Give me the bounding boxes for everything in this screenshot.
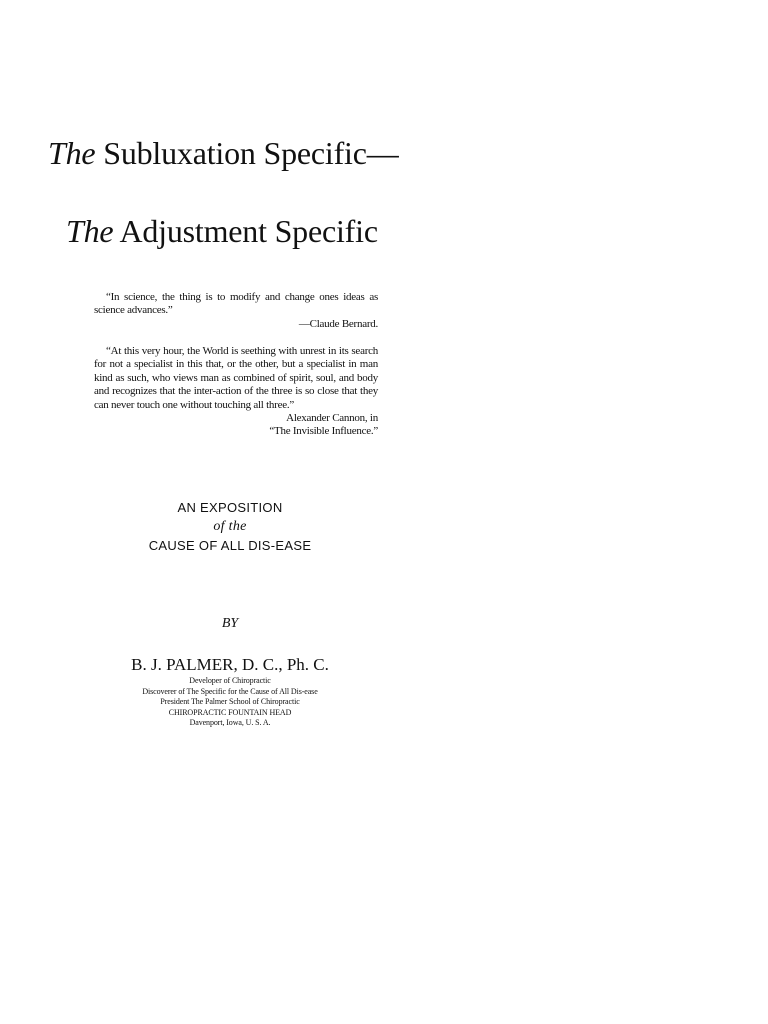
epigraph-quote-1-attribution: —Claude Bernard. xyxy=(298,317,378,330)
credential-line-3: President The Palmer School of Chiropractic xyxy=(160,697,300,707)
credential-line-5: Davenport, Iowa, U. S. A. xyxy=(189,718,271,728)
title-line-2-text: Adjustment Specific xyxy=(119,213,378,249)
epigraph-quote-2-attribution-1: Alexander Cannon, in xyxy=(286,412,378,425)
exposition-line-3: CAUSE OF ALL DIS-EASE xyxy=(148,538,312,553)
exposition-line-1: AN EXPOSITION xyxy=(177,500,283,515)
epigraph-quote-2 xyxy=(94,345,378,439)
author-credentials xyxy=(0,676,460,729)
epigraph-quote-1 xyxy=(94,291,378,331)
title-line-1-italic: The xyxy=(48,135,96,171)
title-line-2-italic: The xyxy=(66,213,114,249)
credential-line-2: Discoverer of The Specific for the Cause of All Dis-ease xyxy=(142,686,318,696)
epigraph-quote-1-text: “In science, the thing is to modify and change ones ideas as science advances.” xyxy=(94,291,378,317)
epigraph-quote-2-text: “At this very hour, the World is seething with unrest in its search for not a specialist in this that, or the other, but a specialist in man kind as such, who views man as combined of spirit, soul, and body and recognizes that the inter-action of the three is so close that they can never touch one without touching all three.” xyxy=(94,345,378,411)
credential-line-1: Developer of Chiropractic xyxy=(189,676,271,685)
title-line-2 xyxy=(66,212,378,250)
title-line-1-text: Subluxation Specific— xyxy=(103,135,399,171)
exposition-line-2: of the xyxy=(213,519,247,534)
title-line-1 xyxy=(48,134,399,172)
author-name: B. J. PALMER, D. C., Ph. C. xyxy=(131,655,329,674)
epigraph-quote-2-attribution-2: “The Invisible Influence.” xyxy=(269,425,378,438)
credential-line-4: CHIROPRACTIC FOUNTAIN HEAD xyxy=(168,707,292,717)
by-label: BY xyxy=(221,616,239,631)
exposition-heading xyxy=(0,498,460,555)
